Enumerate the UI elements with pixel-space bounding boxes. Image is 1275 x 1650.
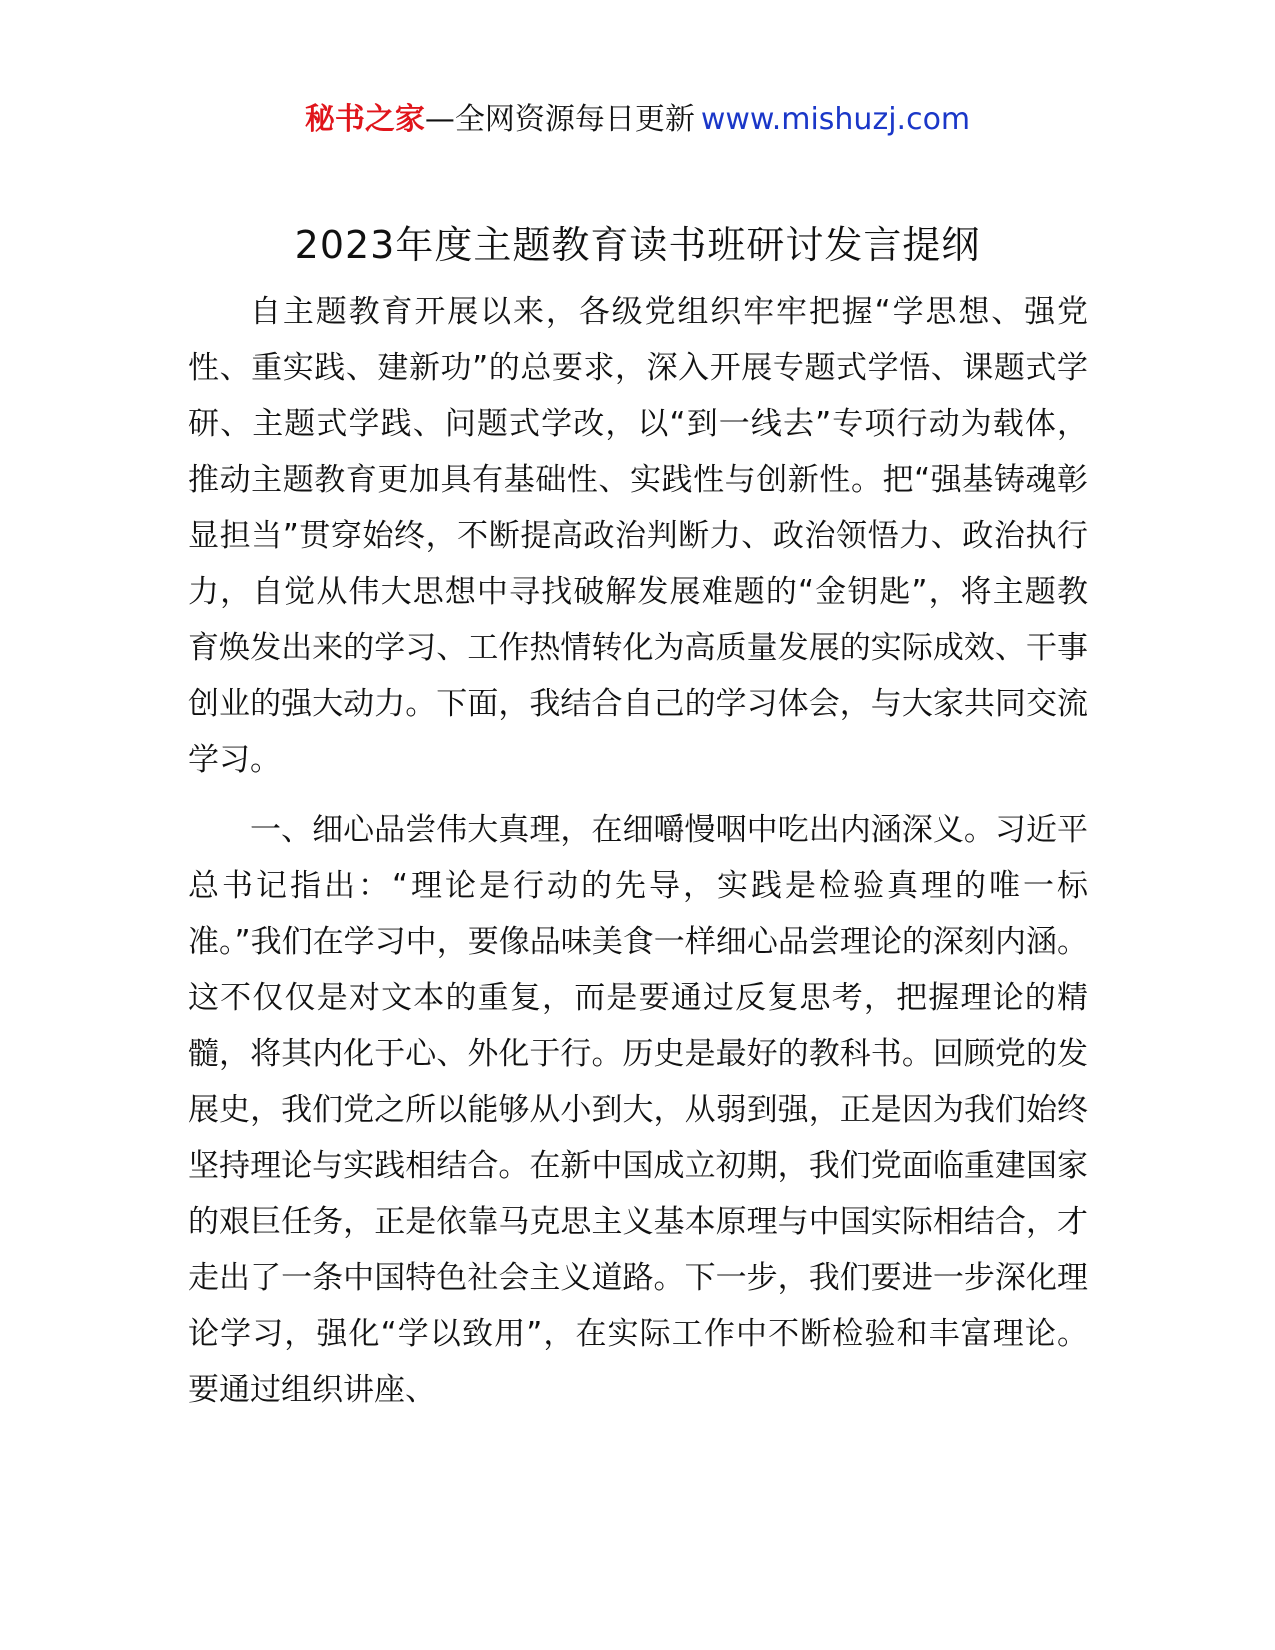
header-tagline: —全网资源每日更新	[424, 102, 695, 137]
brand-name: 秘书之家	[304, 102, 425, 137]
document-body	[188, 284, 1088, 1432]
section-one-paragraph: 一、细心品尝伟大真理，在细嚼慢咽中吃出内涵深义。习近平总书记指出：“理论是行动的先导，实践是检验真理的唯一标准。”我们在学习中，要像品味美食一样细心品尝理论的深刻内涵。这不仅仅是对文本的重复，而是要通过反复思考，把握理论的精髓，将其内化于心、外化于行。历史是最好的教科书。回顾党的发展史，我们党之所以能够从小到大，从弱到强，正是因为我们始终坚持理论与实践相结合。在新中国成立初期，我们党面临重建国家的艰巨任务，正是依靠马克思主义基本原理与中国实际相结合，才走出了一条中国特色社会主义道路。下一步，我们要进一步深化理论学习，强化“学以致用”，在实际工作中不断检验和丰富理论。要通过组织讲座、	[188, 812, 1088, 1408]
intro-paragraph: 自主题教育开展以来，各级党组织牢牢把握“学思想、强党性、重实践、建新功”的总要求，深入开展专题式学悟、课题式学研、主题式学践、问题式学改，以“到一线去”专项行动为载体，推动主题教育更加具有基础性、实践性与创新性。把“强基铸魂彰显担当”贯穿始终，不断提高政治判断力、政治领悟力、政治执行力，自觉从伟大思想中寻找破解发展难题的“金钥匙”，将主题教育焕发出来的学习、工作热情转化为高质量发展的实际成效、干事创业的强大动力。下面，我结合自己的学习体会，与大家共同交流学习。	[188, 294, 1088, 778]
document-title: 2023年度主题教育读书班研讨发言提纲	[294, 223, 981, 267]
site-header	[0, 100, 1275, 140]
site-url-link[interactable]: www.mishuzj.com	[700, 102, 971, 137]
